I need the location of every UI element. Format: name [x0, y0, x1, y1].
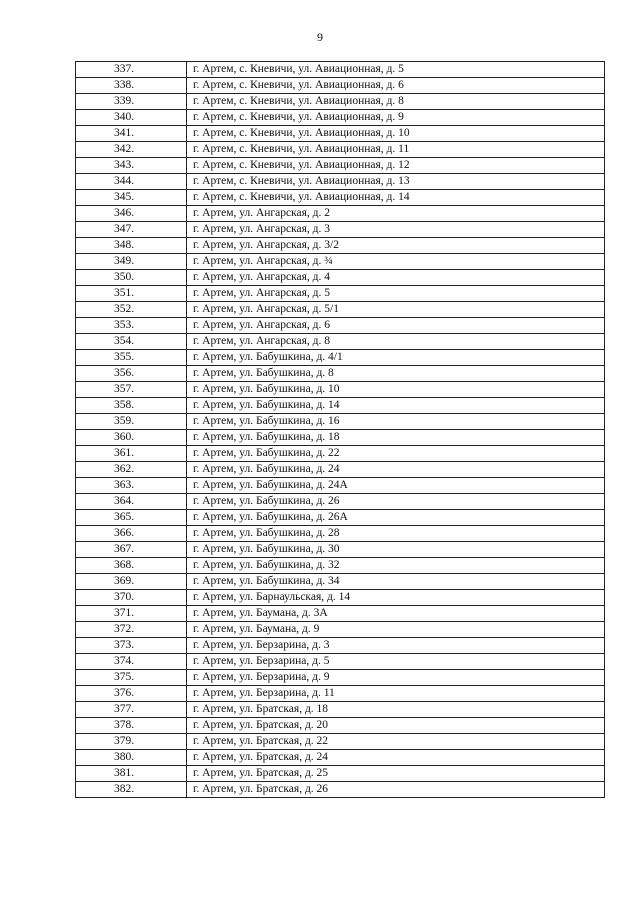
- row-number-cell: 360.: [76, 430, 187, 446]
- table-row: [76, 126, 605, 142]
- address-cell: г. Артем, ул. Бабушкина, д. 32: [187, 558, 605, 574]
- table-row: [76, 782, 605, 798]
- table-row: [76, 622, 605, 638]
- table-row: [76, 158, 605, 174]
- address-cell: г. Артем, ул. Братская, д. 26: [187, 782, 605, 798]
- row-number-cell: 376.: [76, 686, 187, 702]
- row-number-cell: 344.: [76, 174, 187, 190]
- row-number-cell: 345.: [76, 190, 187, 206]
- address-cell: г. Артем, с. Кневичи, ул. Авиационная, д. 13: [187, 174, 605, 190]
- row-number-cell: 365.: [76, 510, 187, 526]
- row-number-cell: 353.: [76, 318, 187, 334]
- table-row: [76, 446, 605, 462]
- address-cell: г. Артем, с. Кневичи, ул. Авиационная, д. 11: [187, 142, 605, 158]
- address-cell: г. Артем, ул. Братская, д. 22: [187, 734, 605, 750]
- row-number-cell: 381.: [76, 766, 187, 782]
- table-row: [76, 494, 605, 510]
- row-number-cell: 359.: [76, 414, 187, 430]
- row-number-cell: 350.: [76, 270, 187, 286]
- address-cell: г. Артем, ул. Бабушкина, д. 16: [187, 414, 605, 430]
- table-row: [76, 478, 605, 494]
- table-row: [76, 254, 605, 270]
- row-number-cell: 379.: [76, 734, 187, 750]
- address-cell: г. Артем, ул. Ангарская, д. 3: [187, 222, 605, 238]
- row-number-cell: 377.: [76, 702, 187, 718]
- row-number-cell: 339.: [76, 94, 187, 110]
- row-number-cell: 343.: [76, 158, 187, 174]
- address-cell: г. Артем, с. Кневичи, ул. Авиационная, д. 12: [187, 158, 605, 174]
- row-number-cell: 362.: [76, 462, 187, 478]
- table-row: [76, 750, 605, 766]
- table-row: [76, 414, 605, 430]
- row-number-cell: 337.: [76, 62, 187, 78]
- table-row: [76, 78, 605, 94]
- row-number-cell: 368.: [76, 558, 187, 574]
- table-row: [76, 94, 605, 110]
- table-row: [76, 510, 605, 526]
- table-row: [76, 318, 605, 334]
- address-cell: г. Артем, ул. Барнаульская, д. 14: [187, 590, 605, 606]
- table-row: [76, 302, 605, 318]
- address-cell: г. Артем, ул. Ангарская, д. 2: [187, 206, 605, 222]
- table-row: [76, 174, 605, 190]
- address-cell: г. Артем, ул. Братская, д. 20: [187, 718, 605, 734]
- address-cell: г. Артем, ул. Бабушкина, д. 26А: [187, 510, 605, 526]
- row-number-cell: 349.: [76, 254, 187, 270]
- row-number-cell: 347.: [76, 222, 187, 238]
- row-number-cell: 366.: [76, 526, 187, 542]
- table-row: [76, 222, 605, 238]
- row-number-cell: 342.: [76, 142, 187, 158]
- address-cell: г. Артем, с. Кневичи, ул. Авиационная, д. 10: [187, 126, 605, 142]
- table-row: [76, 702, 605, 718]
- row-number-cell: 371.: [76, 606, 187, 622]
- address-cell: г. Артем, ул. Берзарина, д. 5: [187, 654, 605, 670]
- row-number-cell: 373.: [76, 638, 187, 654]
- row-number-cell: 352.: [76, 302, 187, 318]
- table-row: [76, 558, 605, 574]
- table-row: [76, 462, 605, 478]
- address-cell: г. Артем, с. Кневичи, ул. Авиационная, д. 5: [187, 62, 605, 78]
- row-number-cell: 369.: [76, 574, 187, 590]
- table-row: [76, 238, 605, 254]
- address-cell: г. Артем, ул. Бабушкина, д. 4/1: [187, 350, 605, 366]
- table-row: [76, 190, 605, 206]
- address-cell: г. Артем, ул. Бабушкина, д. 8: [187, 366, 605, 382]
- address-cell: г. Артем, ул. Берзарина, д. 9: [187, 670, 605, 686]
- row-number-cell: 338.: [76, 78, 187, 94]
- row-number-cell: 364.: [76, 494, 187, 510]
- address-cell: г. Артем, с. Кневичи, ул. Авиационная, д. 9: [187, 110, 605, 126]
- table-row: [76, 334, 605, 350]
- address-cell: г. Артем, ул. Бабушкина, д. 24: [187, 462, 605, 478]
- table-row: [76, 574, 605, 590]
- address-cell: г. Артем, с. Кневичи, ул. Авиационная, д. 14: [187, 190, 605, 206]
- table-row: [76, 110, 605, 126]
- address-cell: г. Артем, ул. Бабушкина, д. 34: [187, 574, 605, 590]
- row-number-cell: 372.: [76, 622, 187, 638]
- row-number-cell: 346.: [76, 206, 187, 222]
- address-cell: г. Артем, ул. Бабушкина, д. 26: [187, 494, 605, 510]
- row-number-cell: 361.: [76, 446, 187, 462]
- table-row: [76, 206, 605, 222]
- address-cell: г. Артем, ул. Ангарская, д. 3/2: [187, 238, 605, 254]
- table-row: [76, 62, 605, 78]
- address-cell: г. Артем, ул. Берзарина, д. 11: [187, 686, 605, 702]
- address-cell: г. Артем, ул. Ангарская, д. 5: [187, 286, 605, 302]
- address-cell: г. Артем, ул. Бабушкина, д. 14: [187, 398, 605, 414]
- address-cell: г. Артем, ул. Братская, д. 24: [187, 750, 605, 766]
- table-row: [76, 526, 605, 542]
- table-row: [76, 590, 605, 606]
- table-row: [76, 734, 605, 750]
- address-cell: г. Артем, ул. Бабушкина, д. 22: [187, 446, 605, 462]
- address-cell: г. Артем, ул. Бабушкина, д. 18: [187, 430, 605, 446]
- row-number-cell: 348.: [76, 238, 187, 254]
- row-number-cell: 358.: [76, 398, 187, 414]
- address-cell: г. Артем, ул. Бабушкина, д. 30: [187, 542, 605, 558]
- table-row: [76, 654, 605, 670]
- address-cell: г. Артем, с. Кневичи, ул. Авиационная, д. 6: [187, 78, 605, 94]
- table-row: [76, 638, 605, 654]
- table-row: [76, 718, 605, 734]
- address-cell: г. Артем, ул. Баумана, д. 3А: [187, 606, 605, 622]
- address-table: [75, 61, 605, 798]
- row-number-cell: 378.: [76, 718, 187, 734]
- row-number-cell: 367.: [76, 542, 187, 558]
- address-cell: г. Артем, ул. Ангарская, д. 5/1: [187, 302, 605, 318]
- table-row: [76, 542, 605, 558]
- row-number-cell: 351.: [76, 286, 187, 302]
- table-row: [76, 398, 605, 414]
- row-number-cell: 341.: [76, 126, 187, 142]
- row-number-cell: 380.: [76, 750, 187, 766]
- row-number-cell: 355.: [76, 350, 187, 366]
- page-number: 9: [317, 30, 323, 44]
- row-number-cell: 357.: [76, 382, 187, 398]
- address-cell: г. Артем, ул. Братская, д. 18: [187, 702, 605, 718]
- table-row: [76, 286, 605, 302]
- table-row: [76, 350, 605, 366]
- row-number-cell: 370.: [76, 590, 187, 606]
- table-row: [76, 270, 605, 286]
- address-table-container: [75, 61, 604, 798]
- address-cell: г. Артем, ул. Бабушкина, д. 28: [187, 526, 605, 542]
- address-cell: г. Артем, ул. Братская, д. 25: [187, 766, 605, 782]
- table-row: [76, 142, 605, 158]
- address-cell: г. Артем, ул. Ангарская, д. 8: [187, 334, 605, 350]
- row-number-cell: 354.: [76, 334, 187, 350]
- address-cell: г. Артем, ул. Бабушкина, д. 24А: [187, 478, 605, 494]
- address-cell: г. Артем, ул. Берзарина, д. 3: [187, 638, 605, 654]
- table-row: [76, 670, 605, 686]
- row-number-cell: 374.: [76, 654, 187, 670]
- table-row: [76, 366, 605, 382]
- address-cell: г. Артем, ул. Ангарская, д. 4: [187, 270, 605, 286]
- row-number-cell: 363.: [76, 478, 187, 494]
- row-number-cell: 382.: [76, 782, 187, 798]
- table-row: [76, 686, 605, 702]
- address-table-body: [76, 62, 605, 798]
- row-number-cell: 340.: [76, 110, 187, 126]
- row-number-cell: 375.: [76, 670, 187, 686]
- address-cell: г. Артем, с. Кневичи, ул. Авиационная, д. 8: [187, 94, 605, 110]
- address-cell: г. Артем, ул. Ангарская, д. 6: [187, 318, 605, 334]
- address-cell: г. Артем, ул. Бабушкина, д. 10: [187, 382, 605, 398]
- table-row: [76, 430, 605, 446]
- row-number-cell: 356.: [76, 366, 187, 382]
- address-cell: г. Артем, ул. Ангарская, д. ¾: [187, 254, 605, 270]
- address-cell: г. Артем, ул. Баумана, д. 9: [187, 622, 605, 638]
- table-row: [76, 766, 605, 782]
- table-row: [76, 606, 605, 622]
- table-row: [76, 382, 605, 398]
